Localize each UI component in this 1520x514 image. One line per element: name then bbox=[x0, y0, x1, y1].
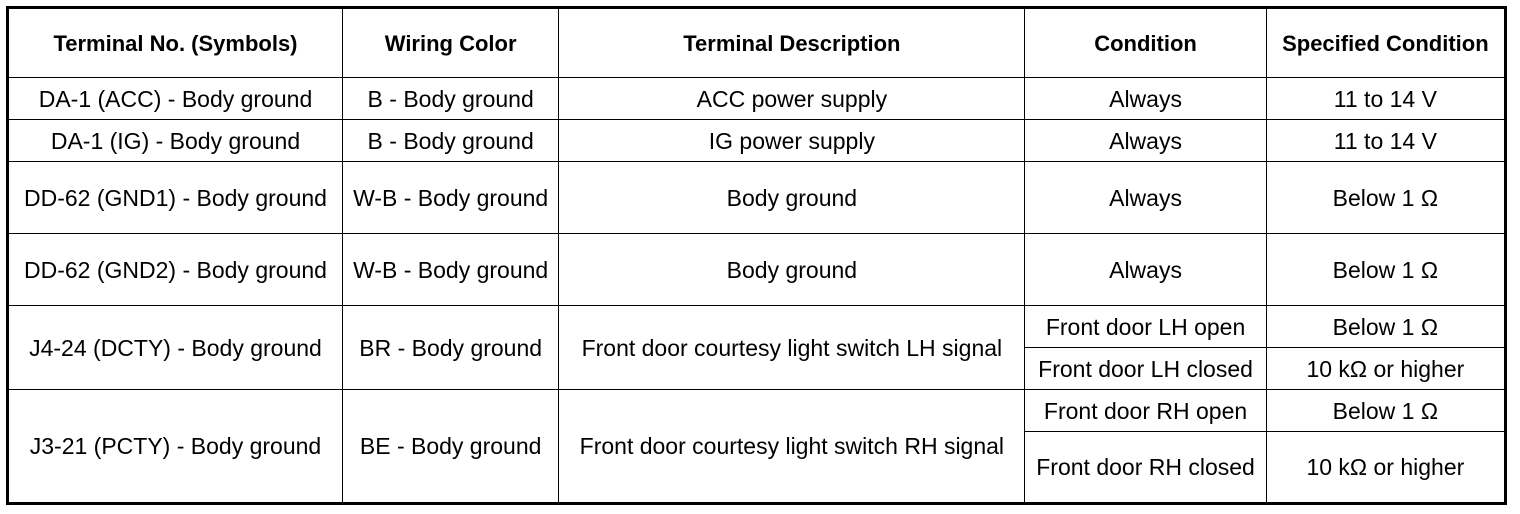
header-specified-condition: Specified Condition bbox=[1266, 8, 1505, 78]
table-row bbox=[8, 78, 1506, 120]
cell-specified: 10 kΩ or higher bbox=[1266, 432, 1505, 504]
cell-condition: Always bbox=[1025, 162, 1266, 234]
cell-description: Front door courtesy light switch LH signal bbox=[559, 306, 1025, 390]
header-wiring-color: Wiring Color bbox=[342, 8, 558, 78]
cell-description: IG power supply bbox=[559, 120, 1025, 162]
table-header-row bbox=[8, 8, 1506, 78]
cell-condition: Front door RH closed bbox=[1025, 432, 1266, 504]
cell-condition: Always bbox=[1025, 78, 1266, 120]
cell-condition: Front door LH open bbox=[1025, 306, 1266, 348]
cell-wiring-color: W-B - Body ground bbox=[342, 234, 558, 306]
cell-description: Body ground bbox=[559, 234, 1025, 306]
table-row bbox=[8, 120, 1506, 162]
header-terminal-description: Terminal Description bbox=[559, 8, 1025, 78]
cell-specified: Below 1 Ω bbox=[1266, 306, 1505, 348]
table-row bbox=[8, 234, 1506, 306]
cell-terminal: DA-1 (IG) - Body ground bbox=[8, 120, 343, 162]
table-row bbox=[8, 306, 1506, 348]
cell-specified: 11 to 14 V bbox=[1266, 120, 1505, 162]
header-condition: Condition bbox=[1025, 8, 1266, 78]
cell-condition: Always bbox=[1025, 234, 1266, 306]
cell-condition: Always bbox=[1025, 120, 1266, 162]
cell-specified: 11 to 14 V bbox=[1266, 78, 1505, 120]
cell-wiring-color: B - Body ground bbox=[342, 78, 558, 120]
terminal-table-container bbox=[6, 6, 1507, 505]
cell-condition: Front door RH open bbox=[1025, 390, 1266, 432]
cell-terminal: J3-21 (PCTY) - Body ground bbox=[8, 390, 343, 504]
cell-terminal: DD-62 (GND2) - Body ground bbox=[8, 234, 343, 306]
cell-specified: Below 1 Ω bbox=[1266, 162, 1505, 234]
cell-terminal: J4-24 (DCTY) - Body ground bbox=[8, 306, 343, 390]
cell-description: ACC power supply bbox=[559, 78, 1025, 120]
table-row bbox=[8, 390, 1506, 432]
cell-terminal: DD-62 (GND1) - Body ground bbox=[8, 162, 343, 234]
cell-specified: Below 1 Ω bbox=[1266, 390, 1505, 432]
cell-condition: Front door LH closed bbox=[1025, 348, 1266, 390]
table-row bbox=[8, 162, 1506, 234]
cell-specified: 10 kΩ or higher bbox=[1266, 348, 1505, 390]
header-terminal: Terminal No. (Symbols) bbox=[8, 8, 343, 78]
cell-wiring-color: B - Body ground bbox=[342, 120, 558, 162]
cell-wiring-color: BR - Body ground bbox=[342, 306, 558, 390]
cell-wiring-color: BE - Body ground bbox=[342, 390, 558, 504]
cell-description: Body ground bbox=[559, 162, 1025, 234]
cell-description: Front door courtesy light switch RH signal bbox=[559, 390, 1025, 504]
cell-terminal: DA-1 (ACC) - Body ground bbox=[8, 78, 343, 120]
cell-wiring-color: W-B - Body ground bbox=[342, 162, 558, 234]
cell-specified: Below 1 Ω bbox=[1266, 234, 1505, 306]
terminal-table bbox=[6, 6, 1507, 505]
